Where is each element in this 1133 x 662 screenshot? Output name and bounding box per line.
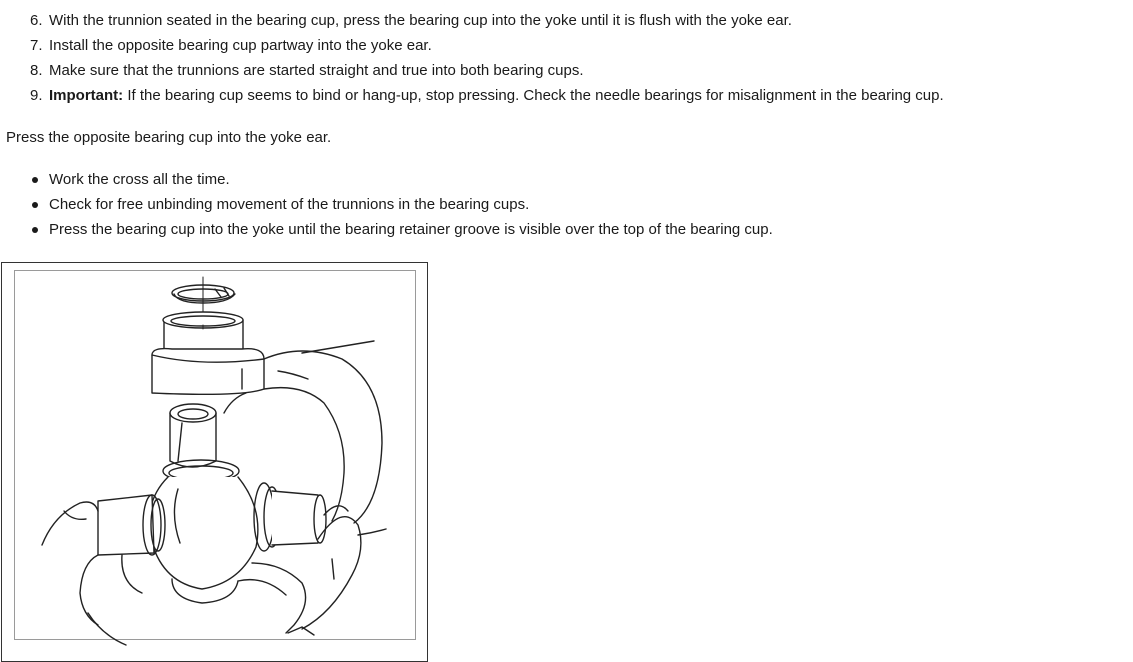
illustration-frame xyxy=(1,262,428,662)
bullet-text: Press the bearing cup into the yoke until the bearing retainer groove is visible over the top of the bearing cup. xyxy=(49,221,773,238)
instruction-paragraph: Press the opposite bearing cup into the yoke ear. xyxy=(6,129,332,146)
bullet-icon xyxy=(32,202,38,208)
step-number: 8. xyxy=(30,62,43,79)
instruction-bullets xyxy=(0,170,773,245)
universal-joint-illustration-icon xyxy=(2,263,427,649)
procedure-steps xyxy=(0,11,944,111)
step-7 xyxy=(0,36,944,61)
step-8 xyxy=(0,61,944,86)
right-trunnion-icon xyxy=(254,483,326,551)
bullet-text: Check for free unbinding movement of the trunnions in the bearing cups. xyxy=(49,196,530,213)
trunnion-icon xyxy=(170,404,216,467)
step-number: 9. xyxy=(30,87,43,104)
step-text: Make sure that the trunnions are started straight and true into both bearing cups. xyxy=(49,62,584,79)
bullet-icon xyxy=(32,227,38,233)
step-text: With the trunnion seated in the bearing cup, press the bearing cup into the yoke until it is flush with the yoke ear. xyxy=(49,12,792,29)
bullet-item xyxy=(0,170,773,195)
bullet-item xyxy=(0,195,773,220)
step-text: If the bearing cup seems to bind or hang-up, stop pressing. Check the needle bearings for misalignment in the bearing cup. xyxy=(123,87,944,104)
bullet-icon xyxy=(32,177,38,183)
step-9 xyxy=(0,86,944,111)
step-text: Install the opposite bearing cup partway into the yoke ear. xyxy=(49,37,432,54)
important-label: Important: xyxy=(49,87,124,104)
bullet-text: Work the cross all the time. xyxy=(49,171,230,188)
step-number: 7. xyxy=(30,37,43,54)
cross-icon xyxy=(149,477,258,603)
step-number: 6. xyxy=(30,12,43,29)
bullet-item xyxy=(0,220,773,245)
step-6 xyxy=(0,11,944,36)
